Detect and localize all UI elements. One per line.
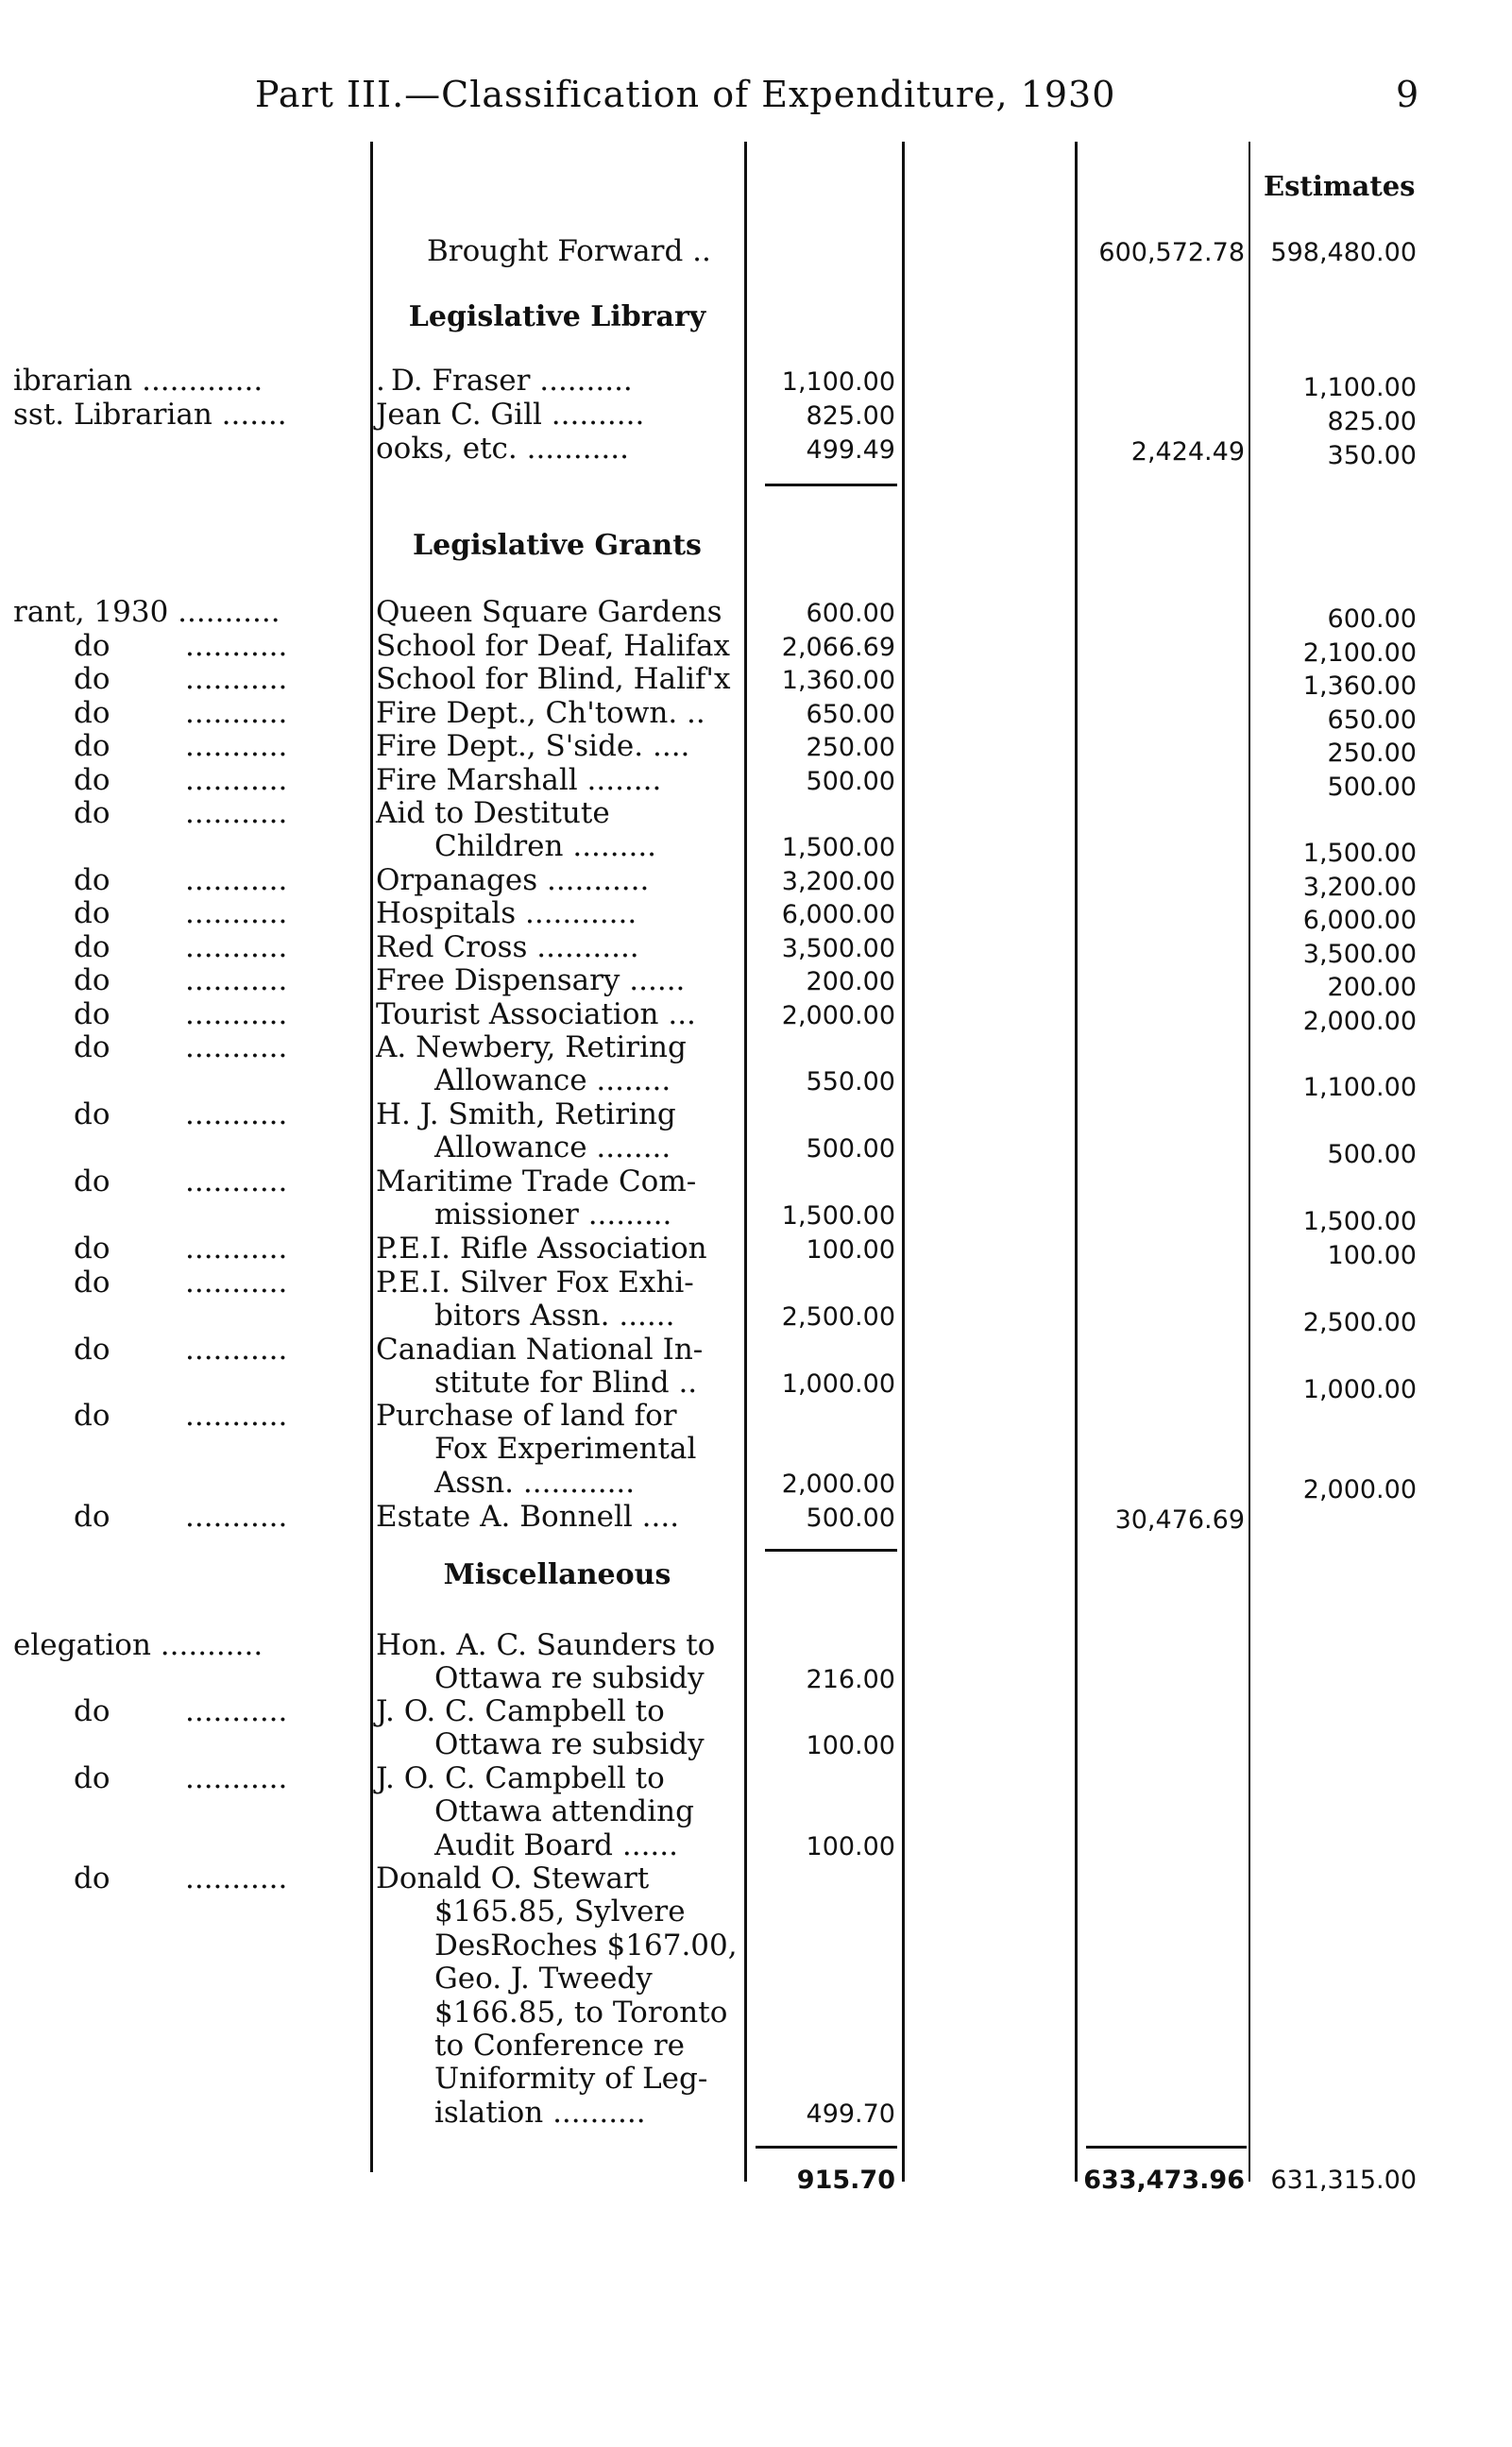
leader-dots: ........... [185,963,288,997]
payee-line: Fire Dept., S'side. .... [376,729,690,763]
leader-dots: ........... [185,1694,288,1728]
row-description: do [74,729,110,763]
page-title: Part III.—Classification of Expenditure, 1930 [255,74,1116,115]
amount: 100.00 [806,1731,895,1761]
amount: 1,500.00 [781,1201,895,1232]
estimate: 500.00 [1327,1140,1417,1170]
leader-dots: ........... [185,997,288,1031]
estimate: 1,500.00 [1302,1207,1417,1237]
leader-dots: ........... [185,729,288,763]
amount: 2,500.00 [781,1302,895,1333]
leader-dots: ........... [185,1164,288,1198]
leader-dots: ........... [185,1861,288,1895]
row-description: do [74,930,110,964]
amount: 216.00 [806,1665,895,1695]
leader-dots: ........... [185,1232,288,1266]
amount: 1,100.00 [781,367,895,397]
leader-dots: ........... [185,696,288,730]
amount: 3,200.00 [781,867,895,896]
amount: 500.00 [806,767,895,796]
estimate: 2,100.00 [1302,638,1417,668]
payee-line: Maritime Trade Com- [376,1164,697,1198]
leader-dots: ........... [185,1030,288,1064]
leader-dots: ........... [185,1399,288,1433]
grand-total: 633,473.96 [1083,2166,1245,2195]
payee-line: H. J. Smith, Retiring [376,1097,676,1131]
row-description: do [74,1266,110,1300]
payee-line: $166.85, to Toronto [434,1995,728,2030]
payee-line: Fire Dept., Ch'town. .. [376,696,705,730]
estimate: 600.00 [1327,604,1417,634]
row-description: do [74,1232,110,1266]
estimate: 350.00 [1327,441,1417,470]
row-description: do [74,696,110,730]
row-description: do [74,896,110,930]
payee-line: Uniformity of Leg- [434,2062,708,2097]
section-total: 2,424.49 [1130,437,1245,467]
misc-total: 915.70 [796,2166,895,2195]
amount: 1,500.00 [781,833,895,863]
estimate: 650.00 [1327,705,1417,735]
leader-dots: ........... [185,863,288,897]
estimate: 1,500.00 [1302,839,1417,869]
amount: 250.00 [806,733,895,762]
leader-dots: ........... [185,1266,288,1300]
amount: 200.00 [806,967,895,996]
row-description: elegation ........... [13,1628,263,1662]
row-description: do [74,629,110,663]
payee-line: missioner ......... [434,1198,672,1232]
estimate: 1,100.00 [1302,373,1417,402]
payee-line: Donald O. Stewart [376,1861,650,1895]
payee-line: Children ......... [434,829,657,864]
payee-line: A. Newbery, Retiring [376,1030,687,1064]
estimate: 1,360.00 [1302,671,1417,701]
estimate: 2,000.00 [1302,1007,1417,1036]
leader-dots: ........... [185,930,288,964]
amount: 500.00 [806,1504,895,1533]
section-title: Legislative Grants [413,529,702,562]
amount: 550.00 [806,1067,895,1097]
leader-dots: ........... [185,1333,288,1367]
payee-line: Jean C. Gill .......... [376,398,645,432]
row-description: do [74,796,110,830]
payee-line: Canadian National In- [376,1333,704,1367]
payee-line: Tourist Association ... [376,997,696,1031]
estimate: 200.00 [1327,973,1417,1002]
payee-line: to Conference re [434,2029,685,2063]
estimates-heading: Estimates [1264,170,1416,202]
amount: 2,000.00 [781,1469,895,1499]
payee-line: Assn. ............ [434,1465,636,1500]
payee-line: P.E.I. Rifle Association [376,1232,707,1266]
amount: 2,066.69 [781,633,895,662]
payee-line: School for Blind, Halif'x [376,662,731,696]
leader-dots: ........... [185,1500,288,1534]
section-total: 30,476.69 [1114,1505,1245,1535]
leader-dots: ........... [185,629,288,663]
payee-line: School for Deaf, Halifax [376,629,731,663]
amount: 650.00 [806,700,895,729]
amount: 500.00 [806,1134,895,1164]
leader-dots: ........... [185,896,288,930]
row-description: do [74,1333,110,1367]
payee-line: Orpanages ........... [376,863,650,897]
row-description: do [74,662,110,696]
payee-line: Ottawa re subsidy [434,1661,705,1696]
payee-line: Queen Square Gardens [376,595,722,629]
payee-line: Aid to Destitute [376,796,610,830]
payee-line: Estate A. Bonnell .... [376,1500,680,1534]
amount: 100.00 [806,1831,895,1861]
amount: 6,000.00 [781,900,895,929]
payee-line: Audit Board ...... [434,1827,678,1862]
row-description: do [74,1399,110,1433]
estimate: 250.00 [1327,739,1417,768]
amount: 600.00 [806,599,895,628]
amount: 1,360.00 [781,666,895,695]
row-description: do [74,963,110,997]
payee-line: . D. Fraser .......... [376,364,633,398]
brought-forward-label: Brought Forward .. [427,234,711,268]
row-description: do [74,1761,110,1795]
estimate: 1,100.00 [1302,1073,1417,1103]
amount: 499.70 [806,2099,895,2129]
estimate: 500.00 [1327,773,1417,802]
amount: 100.00 [806,1235,895,1265]
amount: 3,500.00 [781,934,895,963]
amount: 825.00 [806,401,895,431]
amount: 1,000.00 [781,1369,895,1400]
payee-line: Red Cross ........... [376,930,639,964]
payee-line: stitute for Blind .. [434,1366,698,1401]
payee-line: DesRoches $167.00, [434,1928,738,1963]
estimate: 3,200.00 [1302,873,1417,902]
row-description: rant, 1930 ........... [13,595,280,629]
row-description: do [74,763,110,797]
section-title: Legislative Library [408,300,706,333]
payee-line: Hon. A. C. Saunders to [376,1628,716,1662]
brought-forward-estimate: 598,480.00 [1270,238,1417,267]
amount: 2,000.00 [781,1001,895,1030]
payee-line: islation .......... [434,2095,646,2130]
leader-dots: ........... [185,796,288,830]
payee-line: Fox Experimental [434,1432,697,1467]
row-description: ibrarian ............. [13,364,263,398]
estimate: 825.00 [1327,407,1417,436]
payee-line: P.E.I. Silver Fox Exhi- [376,1266,694,1300]
row-description: sst. Librarian ....... [13,398,287,432]
payee-line: Ottawa attending [434,1794,694,1829]
payee-line: J. O. C. Campbell to [376,1761,665,1795]
payee-line: Fire Marshall ........ [376,763,662,797]
leader-dots: ........... [185,662,288,696]
estimate: 1,000.00 [1302,1375,1417,1405]
page-number: 9 [1396,74,1419,115]
row-description: do [74,1030,110,1064]
payee-line: Allowance ........ [434,1130,671,1165]
row-description: do [74,1164,110,1198]
row-description: do [74,1694,110,1728]
estimate: 2,500.00 [1302,1308,1417,1338]
payee-line: J. O. C. Campbell to [376,1694,665,1728]
row-description: do [74,1097,110,1131]
payee-line: Free Dispensary ...... [376,963,686,997]
payee-line: ooks, etc. ........... [376,432,629,466]
estimate-total: 631,315.00 [1270,2166,1417,2195]
leader-dots: ........... [185,1097,288,1131]
amount: 499.49 [806,435,895,465]
leader-dots: ........... [185,763,288,797]
payee-line: bitors Assn. ...... [434,1299,675,1334]
section-title: Miscellaneous [443,1558,671,1591]
estimate: 2,000.00 [1302,1474,1417,1504]
leader-dots: ........... [185,1761,288,1795]
estimate: 3,500.00 [1302,940,1417,969]
row-description: do [74,997,110,1031]
payee-line: Purchase of land for [376,1399,677,1433]
payee-line: Allowance ........ [434,1063,671,1098]
payee-line: $165.85, Sylvere [434,1895,686,1929]
payee-line: Geo. J. Tweedy [434,1962,653,1997]
row-description: do [74,1861,110,1895]
payee-line: Ottawa re subsidy [434,1727,705,1762]
estimate: 100.00 [1327,1241,1417,1270]
estimate: 6,000.00 [1302,906,1417,935]
brought-forward-total: 600,572.78 [1098,238,1245,267]
payee-line: Hospitals ............ [376,896,637,930]
row-description: do [74,863,110,897]
row-description: do [74,1500,110,1534]
